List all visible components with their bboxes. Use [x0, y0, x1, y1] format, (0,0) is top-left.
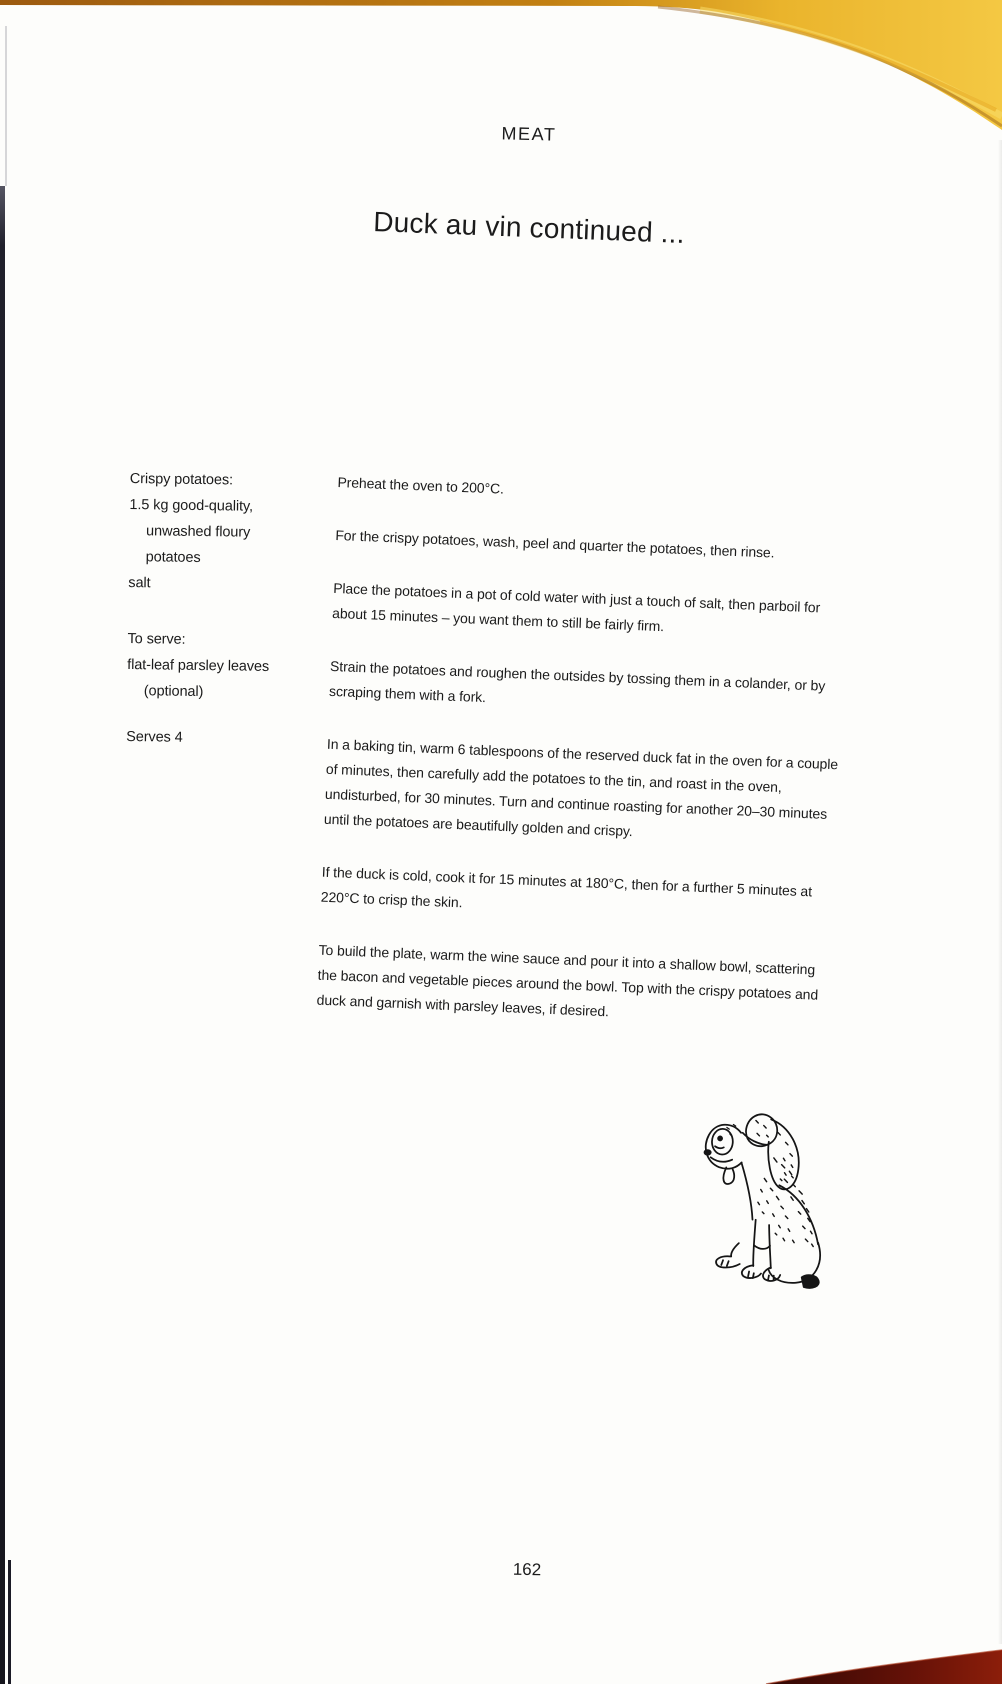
page-title: Duck au vin continued ... [372, 206, 686, 249]
page-edge-highlight [5, 26, 7, 186]
book-spine-edge [0, 186, 5, 1684]
page-number: 162 [512, 1559, 542, 1580]
ingredient-line: (optional) [143, 683, 204, 701]
instruction-paragraph: If the duck is cold, cook it for 15 minutes at 180°C, then for a further 5 minutes at 220°C to crisp the skin. [320, 863, 813, 911]
ingredient-group-heading: Crispy potatoes: [129, 470, 234, 489]
section-header: MEAT [501, 123, 557, 145]
instruction-paragraph: Preheat the oven to 200°C. [337, 473, 505, 497]
instruction-paragraph: Strain the potatoes and roughen the outsides by tossing them in a colander, or by scraping them with a fork. [328, 657, 826, 706]
dog-illustration [684, 1069, 844, 1306]
serves-note: Serves 4 [126, 728, 183, 746]
ingredient-group-heading: To serve: [127, 630, 186, 648]
instructions-column [315, 470, 850, 1061]
ingredient-line: salt [128, 574, 151, 592]
ingredient-line: potatoes [145, 549, 201, 566]
ingredient-line: flat-leaf parsley leaves [127, 656, 270, 675]
page-right-shadow [998, 140, 1002, 1644]
ingredient-line: 1.5 kg good-quality, [129, 496, 254, 515]
ingredient-line: unwashed floury [145, 523, 251, 541]
book-cover-corner [0, 1642, 1002, 1684]
ingredients-column [126, 466, 340, 753]
instruction-paragraph: In a baking tin, warm 6 tablespoons of the reserved duck fat in the oven for a couple of minutes, then carefully add the potatoes to the tin, and roast in the oven, undisturbed, for 30 minutes. Turn and continue roasting for another 20–30 minutes until the potatoes are beautifully golden and crispy. [323, 735, 839, 840]
instruction-paragraph: For the crispy potatoes, wash, peel and quarter the potatoes, then rinse. [335, 526, 775, 561]
instruction-paragraph: To build the plate, warm the wine sauce and pour it into a shallow bowl, scattering the bacon and vegetable pieces around the bowl. Top with the crispy potatoes and duck and garnish with parsley leaves, if desired. [316, 941, 819, 1020]
instruction-paragraph: Place the potatoes in a pot of cold water with just a touch of salt, then parboil for about 15 minutes – you want them to still be fairly firm. [331, 579, 821, 635]
